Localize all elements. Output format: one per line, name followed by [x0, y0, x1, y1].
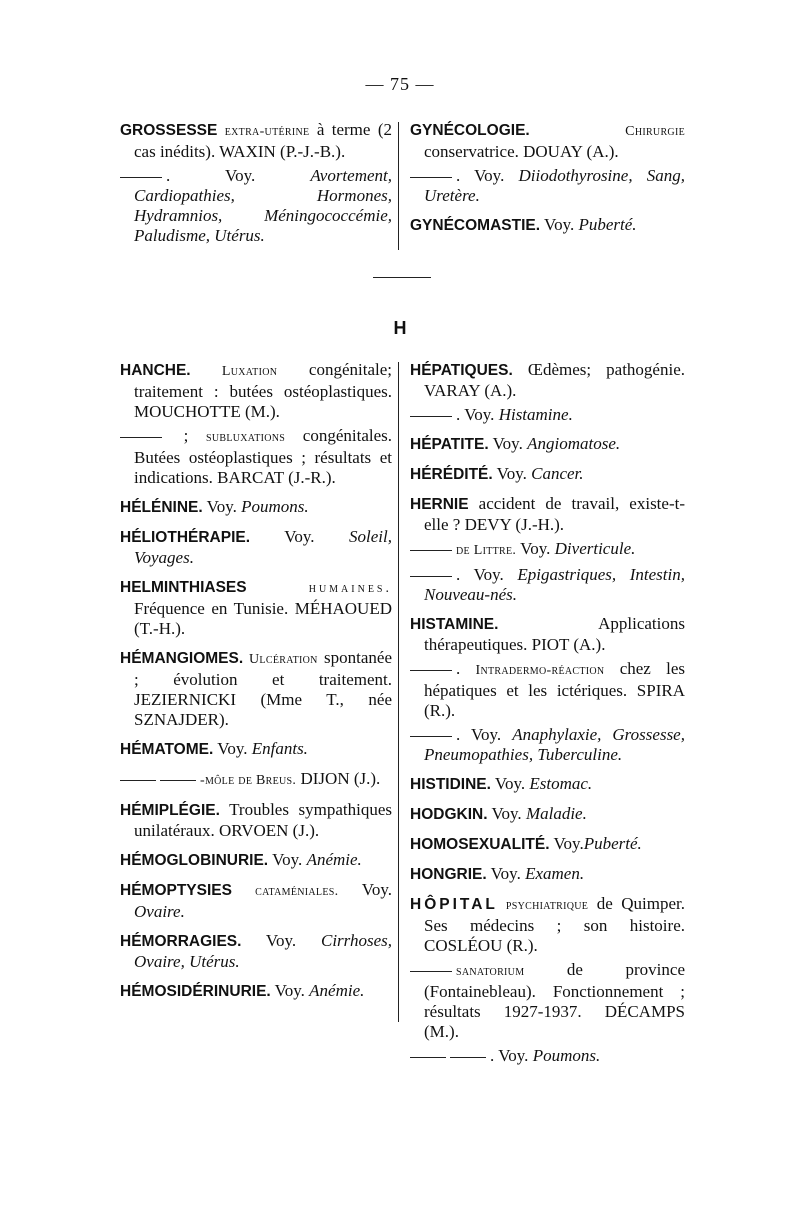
- headword: HANCHE.: [120, 362, 191, 379]
- see-prefix: . Voy.: [456, 565, 518, 584]
- entry-heliotherapie: [120, 527, 392, 568]
- entry-text: congénitales. Butées ostéoplastiques ; résultats et indications. BARCAT (J.-R.).: [134, 426, 392, 487]
- entry-hopital-sub: [410, 960, 685, 1042]
- see-prefix: Voy.: [486, 864, 526, 883]
- entry-gynecomastie: [410, 215, 685, 236]
- entry-text: Troubles sympathiques unilatéraux. ORVOEN (J.).: [134, 800, 392, 840]
- cross-references: Angiomatose.: [527, 434, 621, 453]
- see-prefix: Voy.: [268, 850, 307, 869]
- headword: GROSSESSE: [120, 122, 218, 139]
- see-prefix: . Voy.: [490, 1046, 533, 1065]
- entry-text: à terme (2 cas inédits). WAXIN (P.-J.-B.).: [134, 120, 393, 161]
- subheading: Luxation: [190, 364, 278, 379]
- repeat-dash: [410, 176, 452, 178]
- see-prefix: Voy.: [488, 434, 528, 453]
- repeat-dash: [410, 575, 452, 577]
- repeat-dash: [450, 1056, 486, 1058]
- entry-hernie-see-also: [410, 565, 685, 605]
- subheading: humaines.: [246, 581, 392, 596]
- cross-references: Diiodothyrosine, Sang, Uretère.: [424, 166, 685, 205]
- subheading: de Littre.: [456, 543, 517, 558]
- entry-text: Fréquence en Tunisie. MÉHAOUED (T.-H.).: [134, 599, 392, 638]
- entry-hemoglobinurie: [120, 850, 392, 871]
- repeat-dash: [410, 1056, 446, 1058]
- cross-references: Anémie.: [309, 981, 365, 1000]
- entry-grossesse-see-also: [120, 166, 392, 246]
- cross-references: Poumons.: [532, 1046, 601, 1065]
- headword: HÉMOGLOBINURIE.: [120, 852, 269, 869]
- entry-heredite: [410, 464, 685, 485]
- headword: HÉMOPTYSIES: [120, 882, 232, 899]
- cross-references: Examen.: [525, 864, 585, 883]
- headword: HODGKIN.: [410, 806, 488, 823]
- headword: HOMOSEXUALITÉ.: [410, 836, 550, 853]
- section-divider: [373, 277, 431, 278]
- entry-text: de province (Fontainebleau). Fonctionnement ; résultats 1927-1937. DÉCAMPS (M.).: [424, 960, 685, 1041]
- subheading: -môle de Breus.: [200, 773, 297, 788]
- headword: HÉMATOME.: [120, 741, 214, 758]
- cross-references: Anaphylaxie, Grossesse, Pneumopathies, Tuberculine.: [424, 725, 685, 764]
- repeat-dash: [120, 176, 162, 178]
- headword: HISTIDINE.: [410, 776, 491, 793]
- subheading: Ulcération: [243, 652, 318, 667]
- headword: HÉLÉNINE.: [120, 499, 203, 516]
- see-prefix: Voy.: [549, 834, 584, 853]
- headword: HONGRIE.: [410, 866, 487, 883]
- entry-hopital: [410, 894, 685, 956]
- column-left: [120, 360, 392, 1011]
- column-rule-top: [398, 122, 399, 250]
- entry-gynecologie-see-also: [410, 166, 685, 206]
- column-right: [410, 360, 685, 1075]
- headword: HÔPITAL: [410, 896, 498, 913]
- entry-homosexualite: [410, 834, 685, 855]
- subheading: Intradermo-réaction: [475, 663, 605, 678]
- cross-references: Anémie.: [306, 850, 362, 869]
- cross-references: Ovaire.: [134, 902, 185, 921]
- cross-references: Maladie.: [525, 804, 587, 823]
- entry-text: chez les hépatiques et les ictériques. SPIRA (R.).: [424, 659, 685, 720]
- subheading: Chirurgie: [529, 124, 685, 139]
- see-prefix: Voy.: [250, 527, 350, 546]
- entry-hepatite: [410, 434, 685, 455]
- see-prefix: . Voy.: [456, 166, 519, 185]
- see-prefix: . Voy.: [456, 725, 513, 744]
- entry-grossesse: [120, 120, 392, 162]
- see-prefix: . Voy.: [456, 405, 499, 424]
- entry-prefix: .: [456, 659, 476, 678]
- headword: HÉMORRAGIES.: [120, 933, 242, 950]
- entry-text: spontanée ; évolution et traitement. JEZIERNICKI (Mme T., née SZNAJDER).: [134, 648, 392, 729]
- entry-text: accident de travail, existe-t-elle ? DEVY (J.-H.).: [424, 494, 685, 534]
- entry-hemangiomes: [120, 648, 392, 730]
- entry-hematome-sub: [120, 769, 392, 791]
- see-prefix: Voy.: [213, 739, 252, 758]
- entry-text: conservatrice. DOUAY (A.).: [424, 142, 619, 161]
- repeat-dash: [160, 779, 196, 781]
- repeat-dash: [410, 970, 452, 972]
- entry-histamine: [410, 614, 685, 655]
- see-prefix: Voy.: [487, 804, 526, 823]
- subheading: cataméniales.: [231, 884, 339, 899]
- headword: HERNIE: [410, 496, 469, 513]
- subheading: extra-utérine: [224, 124, 310, 139]
- cross-references: Estomac.: [529, 774, 593, 793]
- cross-references: Enfants.: [251, 739, 308, 758]
- column-top-right: [410, 120, 685, 245]
- headword: HÉMOSIDÉRINURIE.: [120, 983, 271, 1000]
- cross-references: Puberté.: [578, 215, 637, 234]
- entry-histamine-sub: [410, 659, 685, 721]
- entry-hepatiques-see-also: [410, 405, 685, 425]
- entry-helenine: [120, 497, 392, 518]
- entry-hernie: [410, 494, 685, 535]
- headword: HÉPATITE.: [410, 436, 489, 453]
- see-prefix: Voy.: [338, 880, 392, 899]
- headword: HÉPATIQUES.: [410, 362, 513, 379]
- see-prefix: Voy.: [516, 539, 555, 558]
- cross-references: Avortement, Cardiopathies, Hormones, Hydramnios, Méningococcémie, Paludisme, Utérus.: [134, 166, 392, 245]
- entry-helminthiases: [120, 577, 392, 639]
- headword: GYNÉCOMASTIE.: [410, 217, 541, 234]
- see-prefix: Voy.: [490, 774, 530, 793]
- subheading: sanatorium: [456, 964, 525, 979]
- headword: HELMINTHIASES: [120, 579, 247, 596]
- entry-gynecologie: [410, 120, 685, 162]
- column-rule-bottom: [398, 362, 399, 1022]
- cross-references: Poumons.: [241, 497, 309, 516]
- headword: HISTAMINE.: [410, 616, 499, 633]
- headword: GYNÉCOLOGIE.: [410, 122, 530, 139]
- headword: HÉRÉDITÉ.: [410, 466, 493, 483]
- see-prefix: Voy.: [540, 215, 579, 234]
- see-prefix: . Voy.: [166, 166, 311, 185]
- entry-hongrie: [410, 864, 685, 885]
- entry-hemorragies: [120, 931, 392, 972]
- headword: HÉMANGIOMES.: [120, 650, 244, 667]
- entry-text: Applications thérapeutiques. PIOT (A.).: [424, 614, 685, 654]
- entry-histidine: [410, 774, 685, 795]
- page-number: — 75 —: [365, 74, 435, 94]
- entry-hanche-sub: [120, 426, 392, 488]
- repeat-dash: [120, 779, 156, 781]
- entry-text: de Quimper. Ses médecins ; son histoire. COSLÉOU (R.).: [424, 894, 685, 955]
- entry-hanche: [120, 360, 392, 422]
- repeat-dash: [410, 415, 452, 417]
- repeat-dash: [120, 436, 162, 438]
- section-letter: H: [393, 318, 407, 338]
- column-top-left: [120, 120, 392, 255]
- entry-hematome: [120, 739, 392, 760]
- subheading: subluxations: [205, 430, 286, 445]
- see-prefix: Voy.: [270, 981, 310, 1000]
- entry-hemiplegie: [120, 800, 392, 841]
- subheading: psychiatrique: [497, 898, 589, 913]
- repeat-dash: [410, 735, 452, 737]
- entry-hopital-see-also: [410, 1046, 685, 1066]
- entry-text: congénitale; traitement : butées ostéoplastiques. MOUCHOTTE (M.).: [134, 360, 392, 421]
- cross-references: Histamine.: [498, 405, 573, 424]
- repeat-dash: [410, 669, 452, 671]
- cross-references: Puberté.: [583, 834, 642, 853]
- repeat-dash: [410, 549, 452, 551]
- entry-hepatiques: [410, 360, 685, 401]
- headword: HÉLIOTHÉRAPIE.: [120, 529, 251, 546]
- cross-references: Epigastriques, Intestin, Nouveau-nés.: [424, 565, 685, 604]
- entry-hemoptysies: [120, 880, 392, 922]
- see-prefix: Voy.: [241, 931, 321, 950]
- see-prefix: Voy.: [202, 497, 242, 516]
- see-prefix: Voy.: [492, 464, 532, 483]
- entry-text: Œdèmes; pathogénie. VARAY (A.).: [424, 360, 685, 400]
- entry-text: DIJON (J.).: [296, 769, 381, 788]
- cross-references: Cancer.: [531, 464, 584, 483]
- cross-references: Soleil, Voyages.: [134, 527, 392, 567]
- entry-histamine-see-also: [410, 725, 685, 765]
- cross-references: Cirrhoses, Ovaire, Utérus.: [134, 931, 392, 971]
- entry-hemosiderinurie: [120, 981, 392, 1002]
- entry-hodgkin: [410, 804, 685, 825]
- headword: HÉMIPLÉGIE.: [120, 802, 220, 819]
- entry-prefix: ;: [166, 426, 206, 445]
- entry-hernie-sub: [410, 539, 685, 561]
- cross-references: Diverticule.: [554, 539, 636, 558]
